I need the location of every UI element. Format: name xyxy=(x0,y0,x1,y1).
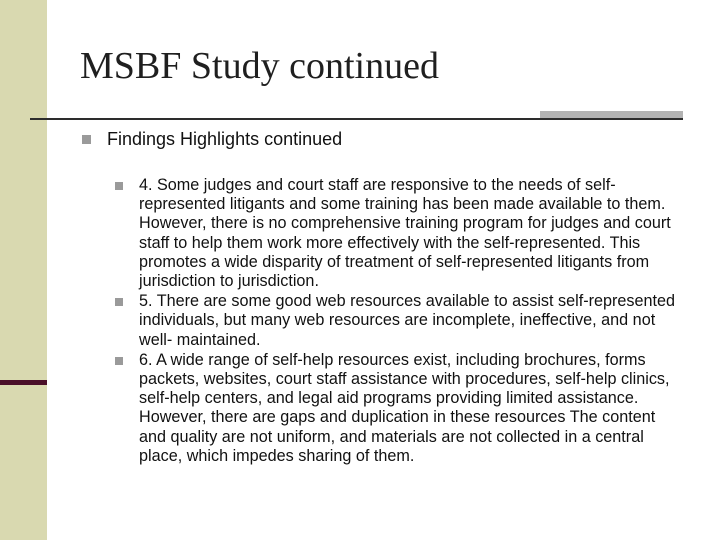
bullet-level1-text: Findings Highlights continued xyxy=(107,129,343,149)
slide-title: MSBF Study continued xyxy=(80,45,439,87)
title-rule-accent xyxy=(540,111,683,118)
square-bullet-icon xyxy=(115,182,123,190)
finding-text: 6. A wide range of self-help resources exist, including brochures, forms packets, websites, court staff assistance with procedures, self-help clinics, self-help centers, and legal aid programs providing limited assistance. However, there are gaps and duplication in these resources The content and quality are not uniform, and materials are not collected in a central place, which impedes sharing of them. xyxy=(139,350,670,465)
left-accent-bar xyxy=(0,380,47,385)
finding-item xyxy=(113,351,683,466)
square-bullet-icon xyxy=(115,357,123,365)
square-bullet-icon xyxy=(115,298,123,306)
finding-text: 4. Some judges and court staff are responsive to the needs of self-represented litigants and some training has been made available to them. However, there is no comprehensive training program for judges and court staff to help them work more effectively with the self-represented. This promotes a wide disparity of treatment of self-represented litigants from jurisdiction to jurisdiction. xyxy=(139,176,671,291)
title-divider xyxy=(30,118,683,120)
square-bullet-icon xyxy=(82,135,91,144)
findings-list xyxy=(113,176,683,467)
finding-item xyxy=(113,176,683,291)
finding-text: 5. There are some good web resources available to assist self-represented individuals, but many web resources are incomplete, ineffective, and not well- maintained. xyxy=(139,292,675,349)
finding-item xyxy=(113,292,683,350)
left-decorative-band xyxy=(0,0,47,540)
